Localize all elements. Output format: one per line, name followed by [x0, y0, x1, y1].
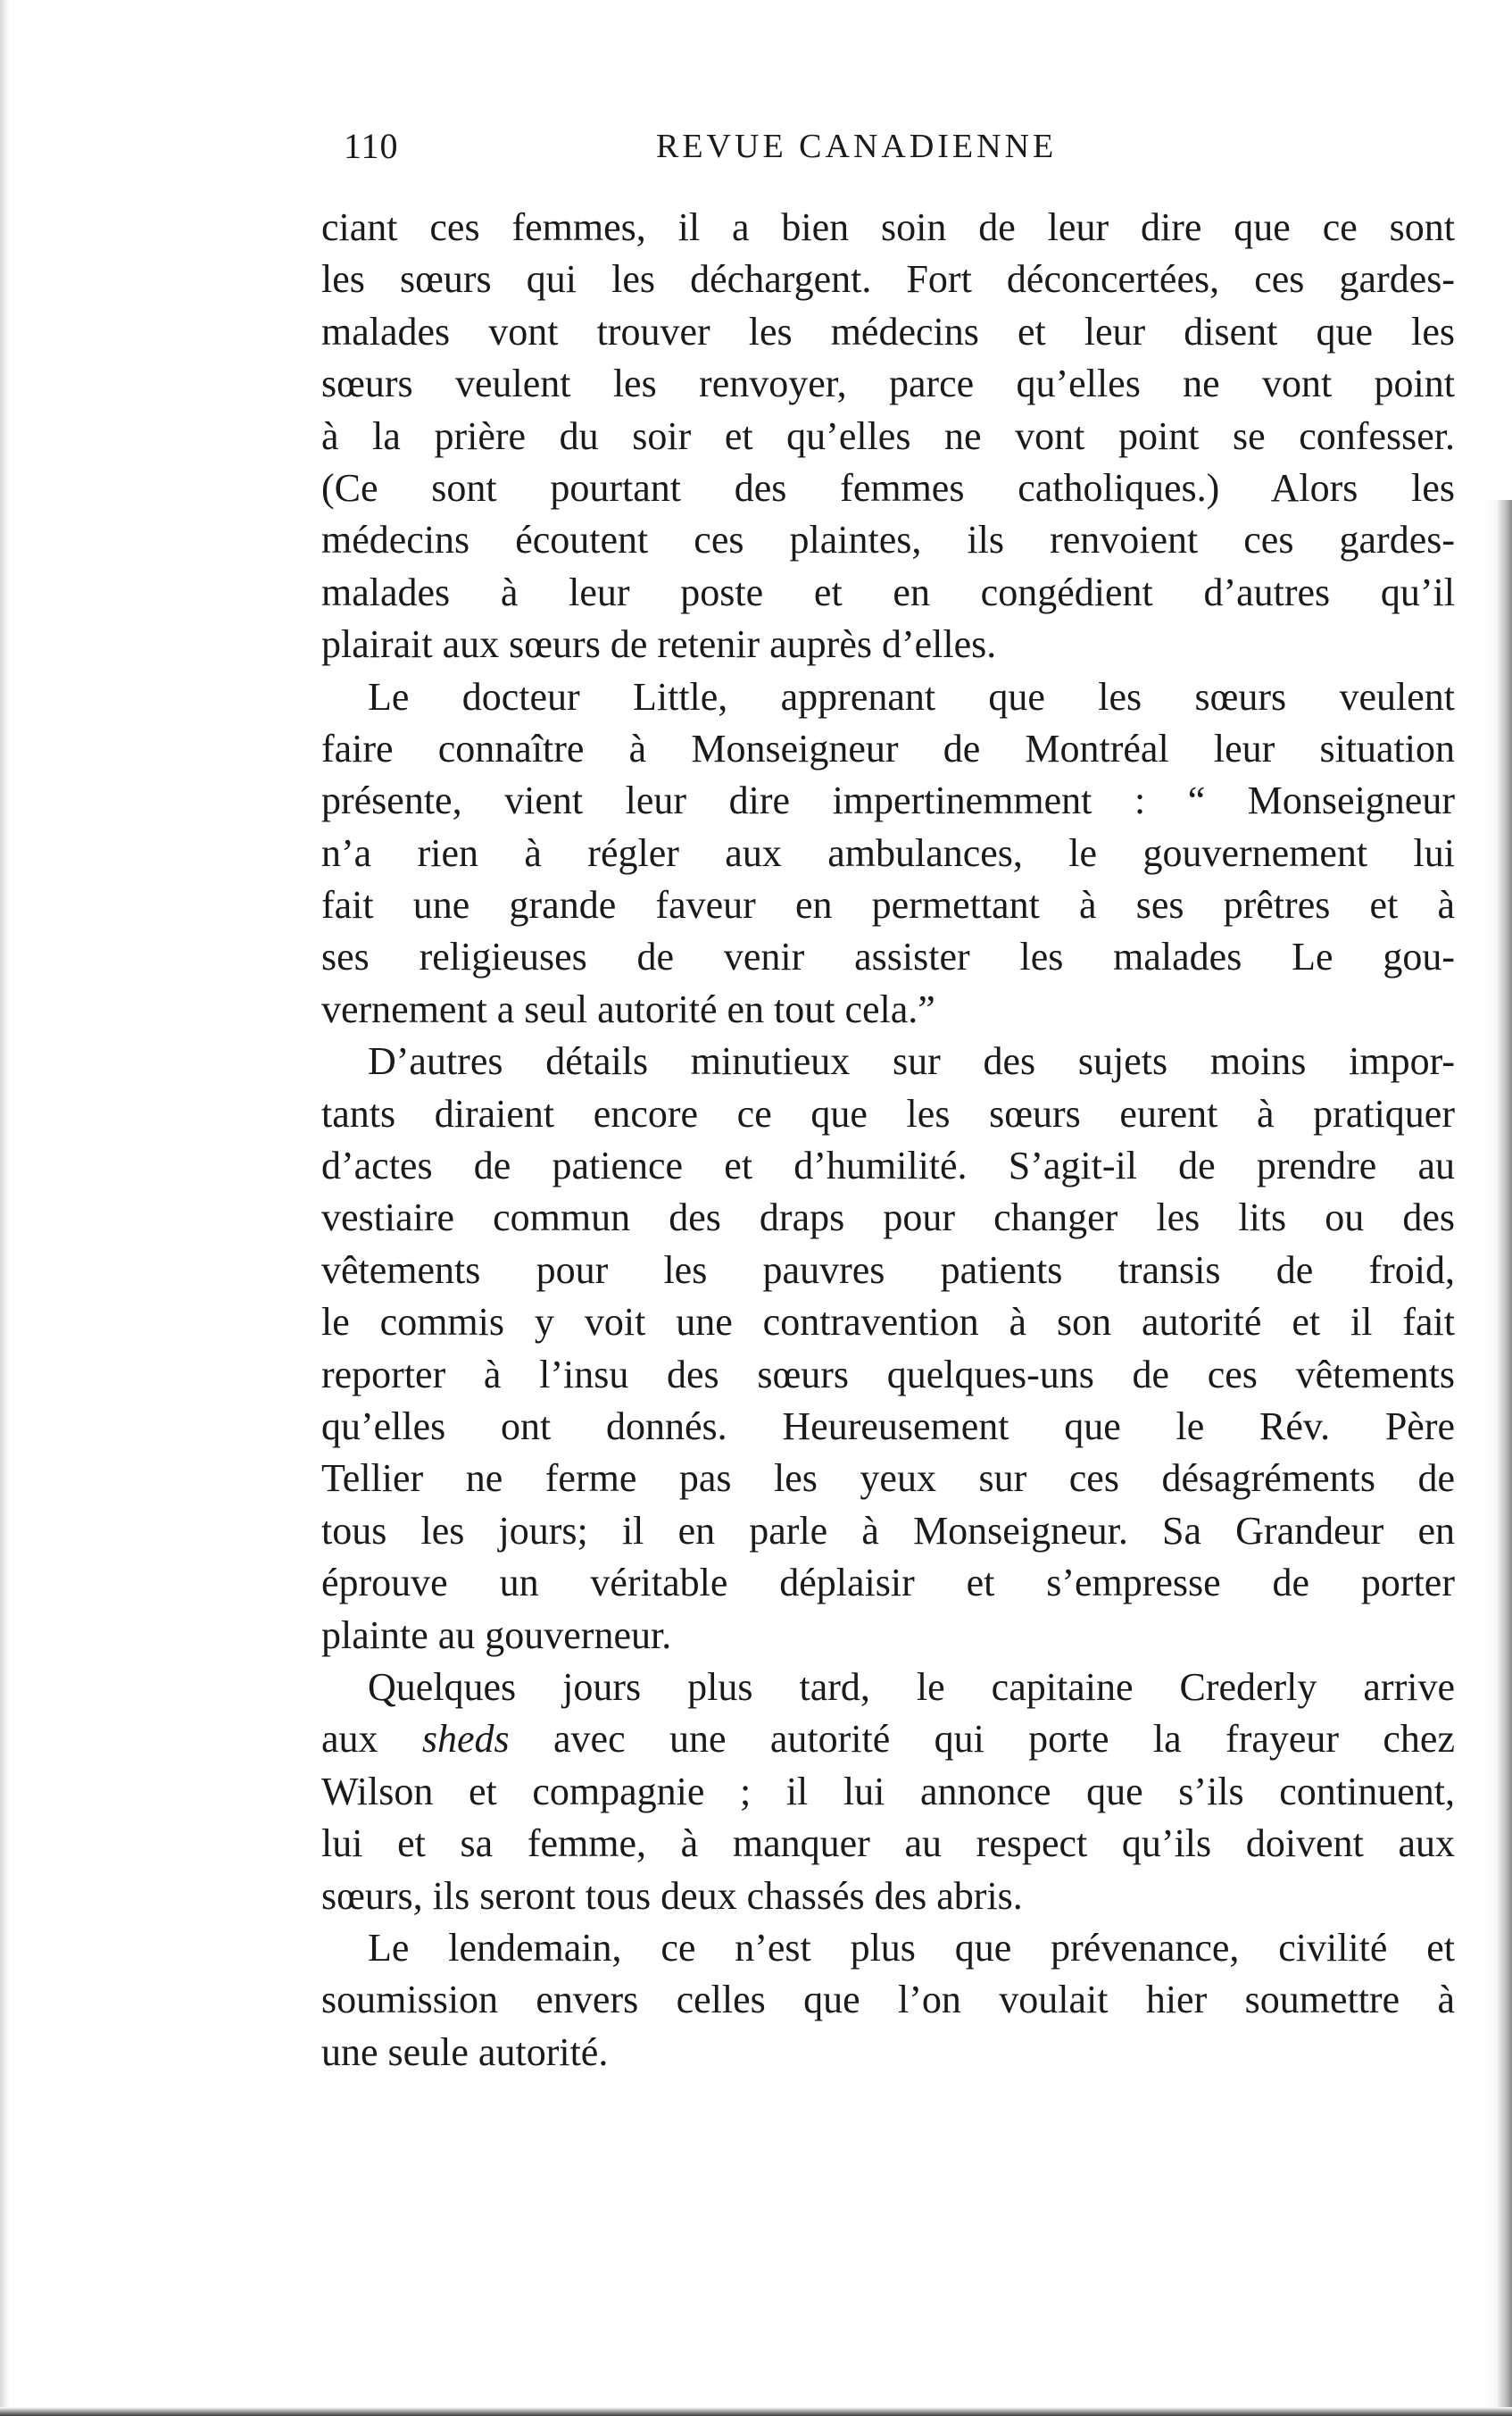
text-line: les sœurs qui les déchargent. Fort déconcertées, ces gardes-: [321, 257, 1455, 302]
text-line: le commis y voit une contravention à son autorité et il fait: [321, 1300, 1455, 1345]
text-line: tous les jours; il en parle à Monseigneur. Sa Grandeur en: [321, 1508, 1455, 1553]
text-line: sœurs, ils seront tous deux chassés des abris.: [321, 1873, 1023, 1918]
text-line: d’actes de patience et d’humilité. S’agit-il de prendre au: [321, 1144, 1455, 1188]
paragraph-4: [321, 1662, 1455, 1922]
text-line: une seule autorité.: [321, 2029, 609, 2074]
text-line: plainte au gouverneur.: [321, 1612, 672, 1657]
page-bottom-edge: [0, 2407, 1512, 2416]
text-line: vestiaire commun des draps pour changer les lits ou des: [321, 1196, 1455, 1240]
text-line: vêtements pour les pauvres patients transis de froid,: [321, 1247, 1455, 1292]
paragraph-1: [321, 202, 1455, 671]
text-line: sœurs veulent les renvoyer, parce qu’elles ne vont point: [321, 362, 1455, 406]
text-line: ciant ces femmes, il a bien soin de leur dire que ce sont: [321, 205, 1455, 249]
italic-word: sheds: [421, 1717, 510, 1762]
text-line: D’autres détails minutieux sur des sujets moins impor-: [368, 1039, 1455, 1084]
text-line: Le lendemain, ce n’est plus que prévenance, civilité et: [368, 1925, 1455, 1970]
text-line: Tellier ne ferme pas les yeux sur ces désagréments de: [321, 1456, 1455, 1501]
paragraph-3: [321, 1036, 1455, 1662]
running-title: REVUE CANADIENNE: [656, 128, 1058, 165]
text-line: n’a rien à régler aux ambulances, le gouvernement lui: [321, 830, 1455, 875]
text-line: fait une grande faveur en permettant à ses prêtres et à: [321, 883, 1455, 928]
text-line: éprouve un véritable déplaisir et s’empresse de porter: [321, 1561, 1455, 1605]
paragraph-2: [321, 671, 1455, 1037]
text-line: vernement a seul autorité en tout cela.”: [321, 987, 935, 1031]
text-line: présente, vient leur dire impertinemment : “ Monseigneur: [321, 779, 1455, 823]
text-line: faire connaître à Monseigneur de Montréal leur situation: [321, 726, 1455, 771]
text-line: Quelques jours plus tard, le capitaine Crederly arrive: [368, 1664, 1455, 1709]
text-line: (Ce sont pourtant des femmes catholiques.) Alors les: [321, 465, 1455, 510]
page-left-edge: [0, 0, 9, 2416]
text-line: Wilson et compagnie ; il lui annonce que s’ils continuent,: [321, 1769, 1455, 1813]
text-line: aux sheds avec une autorité qui porte la frayeur chez: [321, 1717, 1455, 1762]
text-line: ses religieuses de venir assister les malades Le gou-: [321, 935, 1455, 979]
text-line: qu’elles ont donnés. Heureusement que le Rév. Père: [321, 1404, 1455, 1448]
page-number: 110: [344, 126, 399, 166]
text-line: plairait aux sœurs de retenir auprès d’elles.: [321, 622, 997, 667]
paragraph-5: [321, 1922, 1455, 2079]
text-line: Le docteur Little, apprenant que les sœurs veulent: [368, 674, 1455, 719]
text-line: médecins écoutent ces plaintes, ils renvoient ces gardes-: [321, 518, 1455, 562]
page-header: [344, 125, 1459, 179]
text-line: malades vont trouver les médecins et leur disent que les: [321, 309, 1455, 354]
text-line: tants diraient encore ce que les sœurs eurent à pratiquer: [321, 1091, 1455, 1136]
text-line: à la prière du soir et qu’elles ne vont point se confesser.: [321, 413, 1455, 458]
text-line: lui et sa femme, à manquer au respect qu’ils doivent aux: [321, 1821, 1455, 1866]
text-line: soumission envers celles que l’on voulait hier soumettre à: [321, 1978, 1455, 2022]
text-line: malades à leur poste et en congédient d’autres qu’il: [321, 570, 1455, 614]
body-text: [321, 202, 1455, 2079]
page-binding-edge: [1483, 500, 1512, 2416]
text-line: reporter à l’insu des sœurs quelques-uns de ces vêtements: [321, 1352, 1455, 1396]
